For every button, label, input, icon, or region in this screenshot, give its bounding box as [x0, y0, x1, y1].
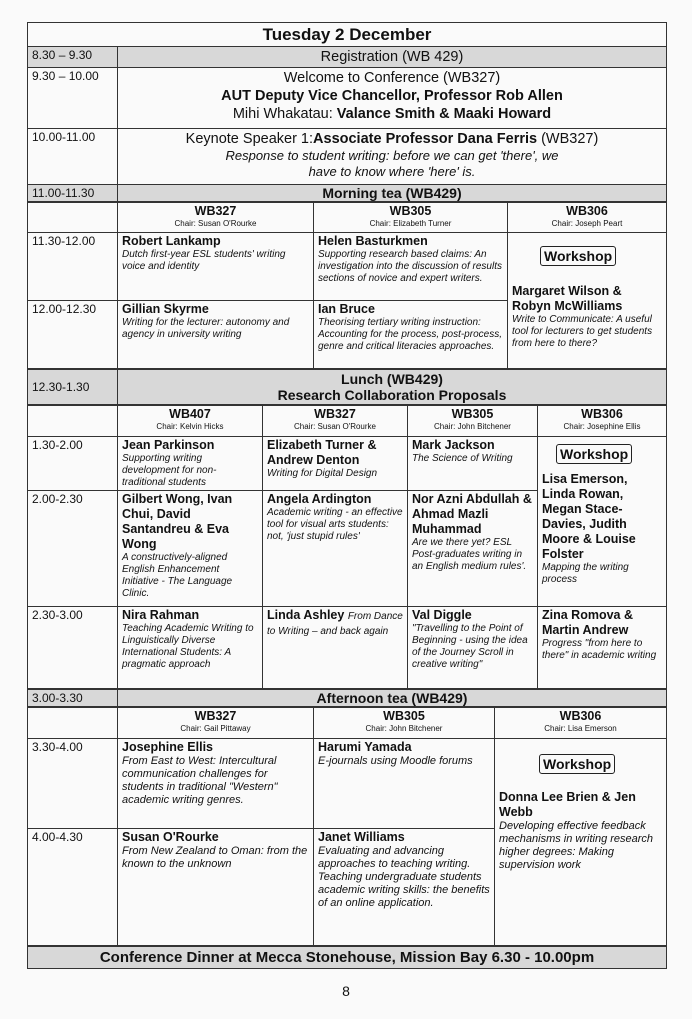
chair: Chair: Susan O'Rourke	[293, 422, 376, 431]
presenter: Jean Parkinson	[122, 438, 215, 452]
room: WB305	[383, 709, 425, 723]
session-row	[28, 739, 667, 829]
chair: Chair: John Bitchener	[365, 724, 443, 733]
room: WB305	[389, 204, 432, 218]
room: WB306	[566, 204, 608, 218]
registration-row	[28, 47, 667, 68]
talk-title: Evaluating and advancing approaches to teaching writing. Teaching undergraduate students academic writing skills: the benefits of an online application.	[318, 845, 490, 909]
workshop-badge: Workshop	[556, 444, 632, 464]
talk-title: Dutch first-year ESL students' writing voice and identity	[122, 249, 286, 272]
presenter: Nira Rahman	[122, 608, 200, 622]
workshop-badge: Workshop	[540, 246, 616, 266]
chair: Chair: Gail Pittaway	[180, 724, 251, 733]
mihi-names: Valance Smith & Maaki Howard	[336, 106, 552, 122]
presenter: Val Diggle	[412, 608, 472, 622]
workshop-cell	[538, 437, 667, 607]
session-row	[28, 607, 667, 689]
welcome-speaker: AUT Deputy Vice Chancellor, Professor Rob Allen	[221, 88, 563, 104]
presenter: Donna Lee Brien & Jen Webb	[499, 790, 636, 819]
afternoon-tea-row	[28, 690, 667, 707]
presenter: Gilbert Wong, Ivan Chui, David Santandreu & Eva Wong	[122, 492, 233, 551]
afternoon-tea-table	[27, 689, 667, 707]
mihi-label: Mihi Whakatau:	[232, 106, 337, 122]
talk-title: Teaching Academic Writing to Linguistically Diverse International Students: A pragmatic approach	[122, 623, 254, 670]
time: 11.30-12.00	[28, 233, 118, 301]
session2-table	[27, 405, 667, 689]
keynote-speaker: Associate Professor Dana Ferris	[313, 131, 538, 147]
time: 12.30-1.30	[28, 370, 118, 405]
presenter: Nor Azni Abdullah & Ahmad Mazli Muhammad	[412, 492, 532, 536]
time: 12.00-12.30	[28, 301, 118, 369]
page-number: 8	[342, 983, 350, 999]
lunch-table	[27, 369, 667, 405]
opening-table	[27, 22, 667, 202]
dinner-table	[27, 946, 667, 969]
room: WB306	[581, 407, 623, 421]
conference-dinner: Conference Dinner at Mecca Stonehouse, Mission Bay 6.30 - 10.00pm	[28, 947, 667, 969]
talk-title: Academic writing - an effective tool for visual arts students: not, 'just stupid rules'	[267, 507, 403, 542]
chair: Chair: Susan O'Rourke	[174, 219, 257, 228]
talk-title: Developing effective feedback mechanisms in writing research higher degrees: Making supervision work	[499, 820, 654, 871]
room: WB305	[451, 407, 494, 421]
session-row	[28, 233, 667, 301]
talk-title: E-journals using Moodle forums	[318, 755, 473, 767]
time: 1.30-2.00	[28, 437, 118, 491]
welcome-row	[28, 68, 667, 129]
talk-title: Write to Communicate: A useful tool for lecturers to get students from here to there?	[512, 314, 653, 349]
presenter: Gillian Skyrme	[122, 302, 209, 316]
registration-text: Registration (WB 429)	[118, 47, 667, 68]
workshop-cell	[495, 739, 667, 946]
talk-title: Supporting writing development for non-traditional students	[122, 453, 217, 488]
room: WB327	[194, 709, 237, 723]
room-header-row	[28, 203, 667, 233]
day-title: Tuesday 2 December	[28, 23, 667, 47]
presenter: Janet Williams	[318, 830, 405, 844]
room: WB327	[314, 407, 356, 421]
time: 4.00-4.30	[28, 829, 118, 946]
talk-title: "Travelling to the Point of Beginning - using the idea of the Journey Scroll in creative writing"	[412, 623, 528, 670]
lunch-subtitle: Research Collaboration Proposals	[277, 387, 507, 403]
time: 9.30 – 10.00	[28, 68, 118, 129]
room: WB327	[194, 204, 237, 218]
presenter: Elizabeth Turner & Andrew Denton	[267, 438, 377, 467]
workshop-badge: Workshop	[539, 754, 615, 774]
talk-title: The Science of Writing	[412, 453, 513, 464]
talk-title: Theorising tertiary writing instruction: Accounting for the process, post-process, genre and critical literacies approaches.	[318, 317, 502, 352]
lunch-row	[28, 370, 667, 405]
talk-title: Writing for Digital Design	[267, 468, 378, 479]
presenter: Zina Romova & Martin Andrew	[542, 608, 633, 637]
welcome-title: Welcome to Conference (WB327)	[283, 70, 501, 86]
room: WB407	[169, 407, 211, 421]
talk-title: From Dance to Writing – and back again	[267, 611, 403, 637]
presenter: Angela Ardington	[267, 492, 372, 506]
schedule	[27, 22, 667, 969]
presenter: Mark Jackson	[412, 438, 495, 452]
time: 2.00-2.30	[28, 491, 118, 607]
time: 3.30-4.00	[28, 739, 118, 829]
presenter: Robert Lankamp	[122, 234, 221, 248]
talk-title: Mapping the writing process	[542, 562, 629, 585]
chair: Chair: John Bitchener	[434, 422, 511, 431]
presenter: Josephine Ellis	[122, 740, 214, 754]
keynote-row	[28, 129, 667, 185]
talk-title: Writing for the lecturer: autonomy and agency in university writing	[122, 317, 290, 340]
time: 11.00-11.30	[28, 185, 118, 202]
room-header-row	[28, 406, 667, 437]
talk-title: A constructively-aligned English Enhancement Initiative - The Language Clinic.	[122, 552, 233, 599]
time: 8.30 – 9.30	[28, 47, 118, 68]
chair: Chair: Elizabeth Turner	[369, 219, 452, 228]
keynote-talk: Response to student writing: before we can get 'there', we have to know where 'here' is.	[225, 148, 559, 179]
presenter: Linda Ashley	[267, 608, 345, 622]
presenter: Margaret Wilson & Robyn McWilliams	[512, 284, 623, 313]
time: 2.30-3.00	[28, 607, 118, 689]
presenter: Ian Bruce	[318, 302, 375, 316]
presenter: Helen Basturkmen	[318, 234, 428, 248]
keynote-prefix: Keynote Speaker 1:	[185, 131, 314, 147]
chair: Chair: Kelvin Hicks	[156, 422, 224, 431]
presenter: Harumi Yamada	[318, 740, 412, 754]
chair: Chair: Lisa Emerson	[544, 724, 617, 733]
session3-table	[27, 707, 667, 946]
workshop-cell	[508, 233, 667, 369]
session1-table	[27, 202, 667, 369]
room: WB306	[559, 709, 602, 723]
talk-title: Are we there yet? ESL Post-graduates writing in an English medium rules'.	[412, 537, 527, 572]
chair: Chair: Joseph Peart	[551, 219, 623, 228]
time: 10.00-11.00	[28, 129, 118, 185]
morning-tea-row	[28, 185, 667, 202]
talk-title: Progress "from here to there" in academic writing	[542, 638, 657, 661]
chair: Chair: Josephine Ellis	[563, 422, 641, 431]
session-row	[28, 437, 667, 491]
presenter: Lisa Emerson, Linda Rowan, Megan Stace-Davies, Judith Moore & Louise Folster	[542, 472, 636, 561]
talk-title: From New Zealand to Oman: from the known to the unknown	[122, 845, 308, 870]
afternoon-tea-text: Afternoon tea (WB429)	[118, 690, 667, 707]
room-header-row	[28, 708, 667, 739]
lunch-text: Lunch (WB429)	[341, 371, 443, 387]
morning-tea-text: Morning tea (WB429)	[118, 185, 667, 202]
talk-title: From East to West: Intercultural communication challenges for students in traditional "Western" academic writing genres.	[122, 755, 278, 806]
talk-title: Supporting research based claims: An investigation into the discussion of results sections of novice and expert writers.	[318, 249, 502, 284]
presenter: Susan O'Rourke	[122, 830, 219, 844]
time: 3.00-3.30	[28, 690, 118, 707]
keynote-room: (WB327)	[537, 131, 599, 147]
